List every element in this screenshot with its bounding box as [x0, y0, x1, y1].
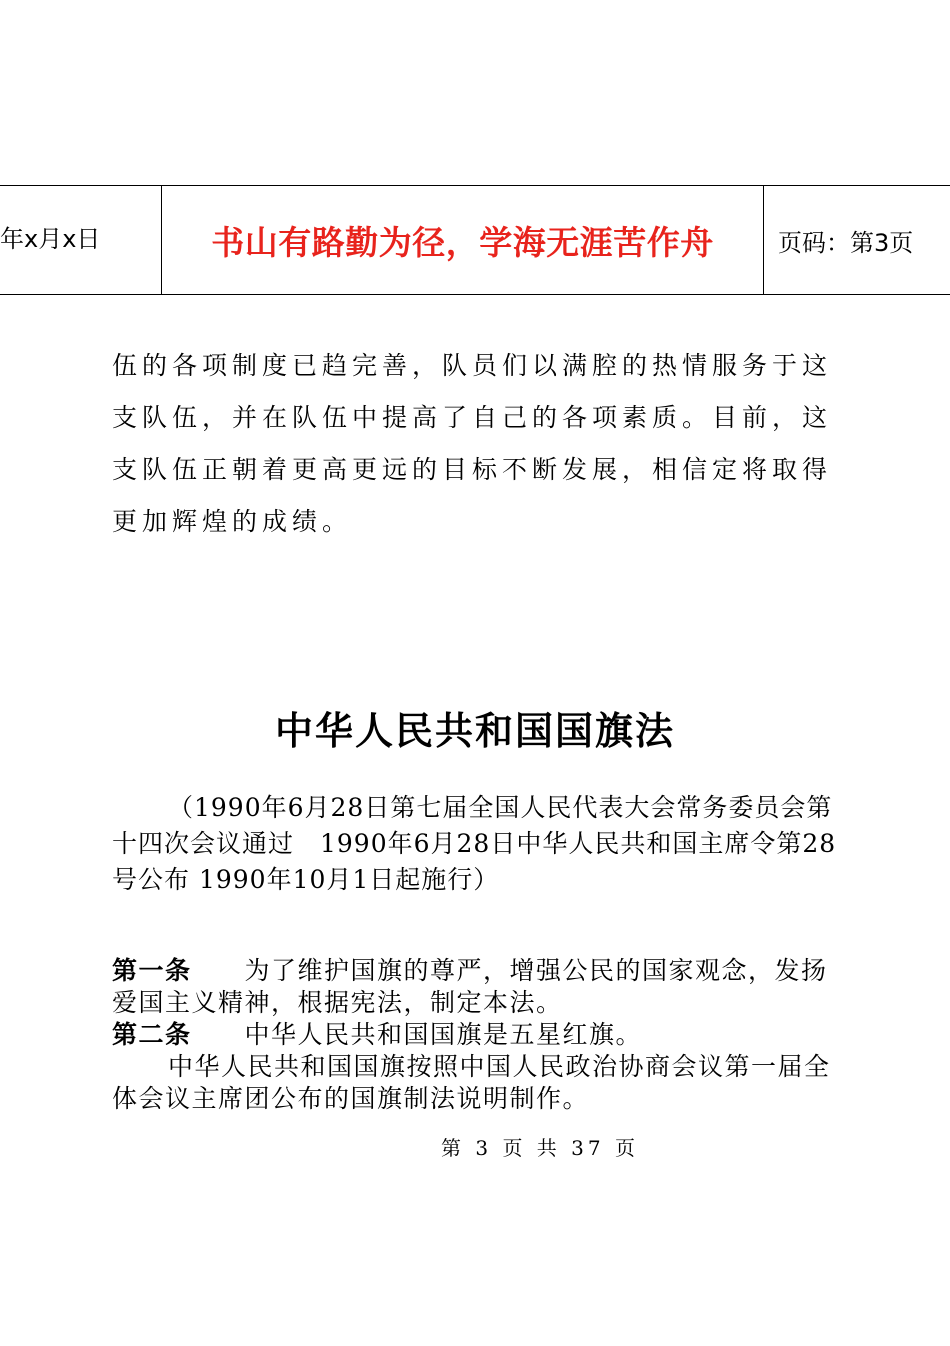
article-2-continuation: 中华人民共和国国旗按照中国人民政治协商会议第一届全体会议主席团公布的国旗制法说明制作。	[112, 1052, 831, 1113]
article-2	[112, 1019, 852, 1051]
article-2-text: 中华人民共和国国旗是五星红旗。	[244, 1020, 643, 1049]
article-1-number: 第一条	[112, 956, 192, 985]
header-table	[0, 185, 950, 295]
article-1	[112, 955, 852, 1019]
articles-section	[112, 955, 852, 1115]
law-title: 中华人民共和国国旗法	[274, 709, 675, 753]
header-motto: 书山有路勤为径，学海无涯苦作舟	[162, 186, 764, 294]
article-1-text: 为了维护国旗的尊严，增强公民的国家观念，发扬爱国主义精神，根据宪法，制定本法。	[112, 956, 828, 1017]
adoption-note: （1990年6月28日第七届全国人民代表大会常务委员会第十四次会议通过 1990年6月28日中华人民共和国主席令第28号公布 1990年10月1日起施行）	[112, 793, 837, 894]
intro-paragraph: 伍的各项制度已趋完善，队员们以满腔的热情服务于这支队伍，并在队伍中提高了自己的各项素质。目前，这支队伍正朝着更高更远的目标不断发展，相信定将取得更加辉煌的成绩。	[112, 351, 833, 536]
article-2-number: 第二条	[112, 1020, 192, 1049]
header-date: 年x月x日	[0, 186, 162, 294]
header-page-label: 页码：第3页	[778, 228, 914, 257]
page-footer: 第 3 页 共 37 页	[441, 1136, 639, 1160]
